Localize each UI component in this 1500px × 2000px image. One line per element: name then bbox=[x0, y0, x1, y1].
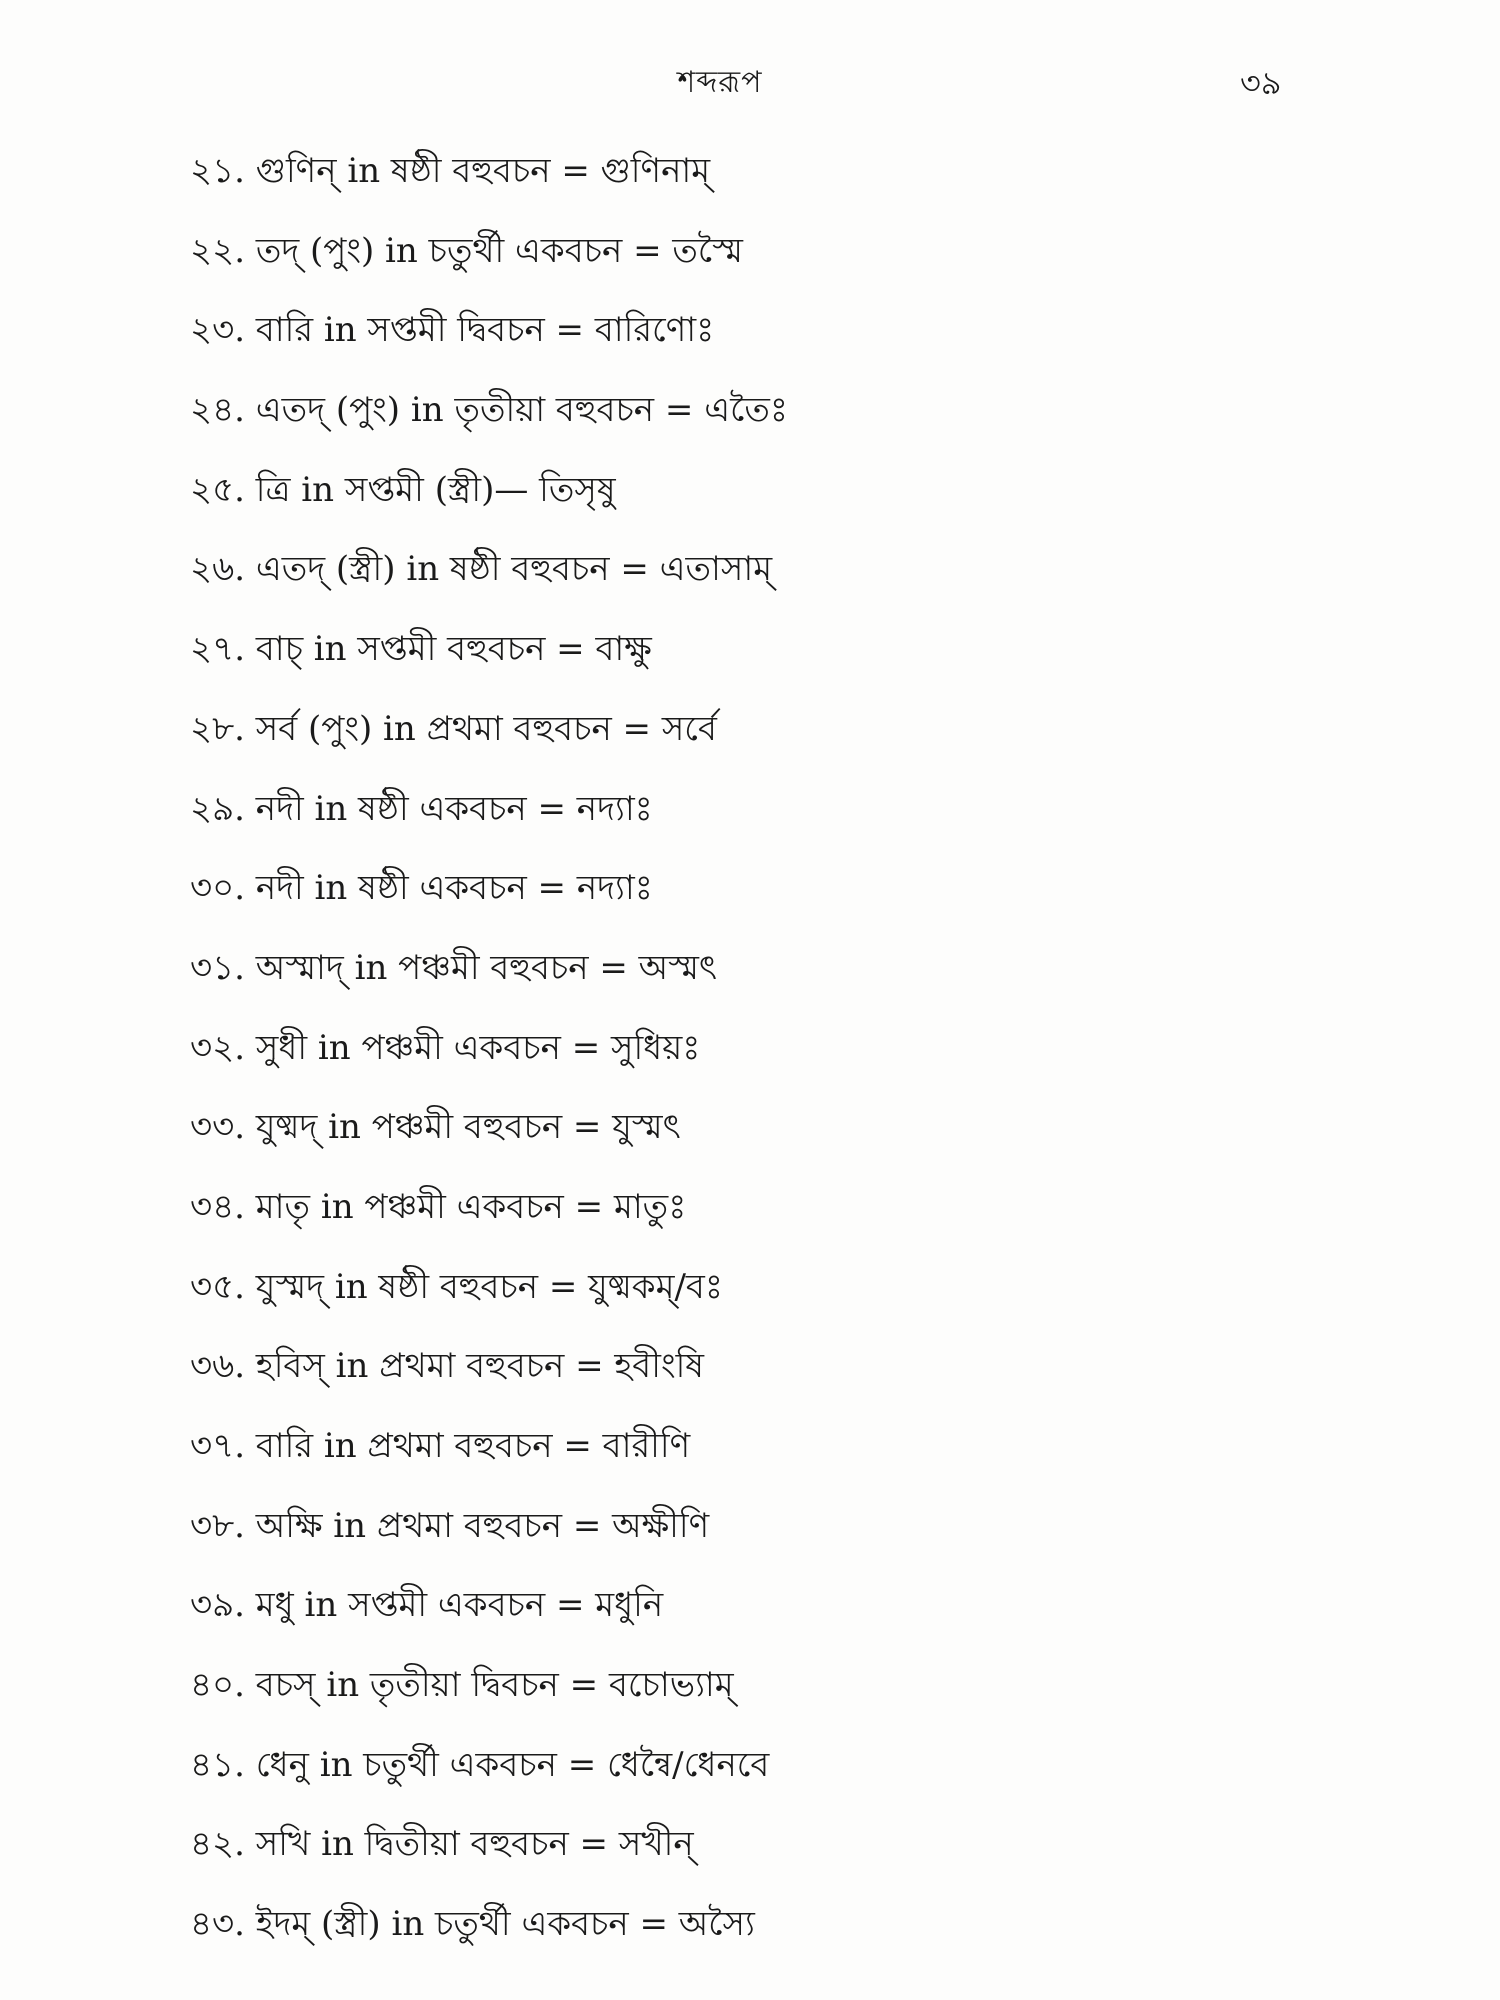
declension-entry: ৪৩. ইদম্ (স্ত্রী) in চতুর্থী একবচন = অস্যৈ bbox=[190, 1904, 755, 1945]
declension-entry: ২৬. এতদ্ (স্ত্রী) in ষষ্ঠী বহুবচন = এতাসাম্ bbox=[190, 549, 773, 590]
declension-entry: ২৭. বাচ্ in সপ্তমী বহুবচন = বাক্ষু bbox=[190, 629, 652, 670]
declension-entry: ৩৯. মধু in সপ্তমী একবচন = মধুনি bbox=[190, 1585, 664, 1626]
running-head bbox=[0, 58, 1500, 108]
declension-entry: ২৫. ত্রি in সপ্তমী (স্ত্রী)— তিসৃষু bbox=[190, 469, 616, 510]
declension-entry: ৩১. অস্মাদ্ in পঞ্চমী বহুবচন = অস্মৎ bbox=[190, 947, 718, 988]
declension-entry: ৩২. সুধী in পঞ্চমী একবচন = সুধিয়ঃ bbox=[190, 1027, 701, 1068]
declension-entry: ৪০. বচস্ in তৃতীয়া দ্বিবচন = বচোভ্যাম্ bbox=[190, 1665, 734, 1706]
declension-entry: ৩৭. বারি in প্রথমা বহুবচন = বারীণি bbox=[190, 1426, 691, 1466]
declension-entry: ৩৮. অক্ষি in প্রথমা বহুবচন = অক্ষীণি bbox=[190, 1505, 710, 1546]
declension-entry: ৩৩. যুষ্মদ্ in পঞ্চমী বহুবচন = যুস্মৎ bbox=[190, 1107, 681, 1148]
declension-entry: ২৮. সর্ব (পুং) in প্রথমা বহুবচন = সর্বে bbox=[190, 708, 717, 749]
declension-entry: ২২. তদ্ (পুং) in চতুর্থী একবচন = তস্মৈ bbox=[190, 230, 743, 271]
declension-entry: ২১. গুণিন্ in ষষ্ঠী বহুবচন = গুণিনাম্ bbox=[190, 151, 711, 191]
declension-list bbox=[190, 135, 1340, 1968]
declension-entry: ২৯. নদী in ষষ্ঠী একবচন = নদ্যাঃ bbox=[190, 788, 653, 829]
declension-entry: ২৩. বারি in সপ্তমী দ্বিবচন = বারিণোঃ bbox=[190, 310, 715, 351]
declension-entry: ৩৫. যুস্মদ্ in ষষ্ঠী বহুবচন = যুষ্মকম্/বঃ bbox=[190, 1266, 723, 1307]
declension-entry: ৩৪. মাতৃ in পঞ্চমী একবচন = মাতুঃ bbox=[190, 1186, 687, 1227]
page-number: ৩৯ bbox=[1240, 64, 1282, 102]
declension-entry: ৪১. ধেনু in চতুর্থী একবচন = ধেন্বৈ/ধেনবে bbox=[190, 1744, 770, 1785]
declension-entry: ৩৬. হবিস্ in প্রথমা বহুবচন = হবীংষি bbox=[190, 1346, 705, 1387]
declension-entry: ৪২. সখি in দ্বিতীয়া বহুবচন = সখীন্ bbox=[190, 1824, 694, 1865]
declension-entry: ৩০. নদী in ষষ্ঠী একবচন = নদ্যাঃ bbox=[190, 868, 653, 909]
declension-entry: ২৪. এতদ্ (পুং) in তৃতীয়া বহুবচন = এতৈঃ bbox=[190, 390, 788, 431]
running-title: শব্দরূপ bbox=[677, 65, 763, 100]
